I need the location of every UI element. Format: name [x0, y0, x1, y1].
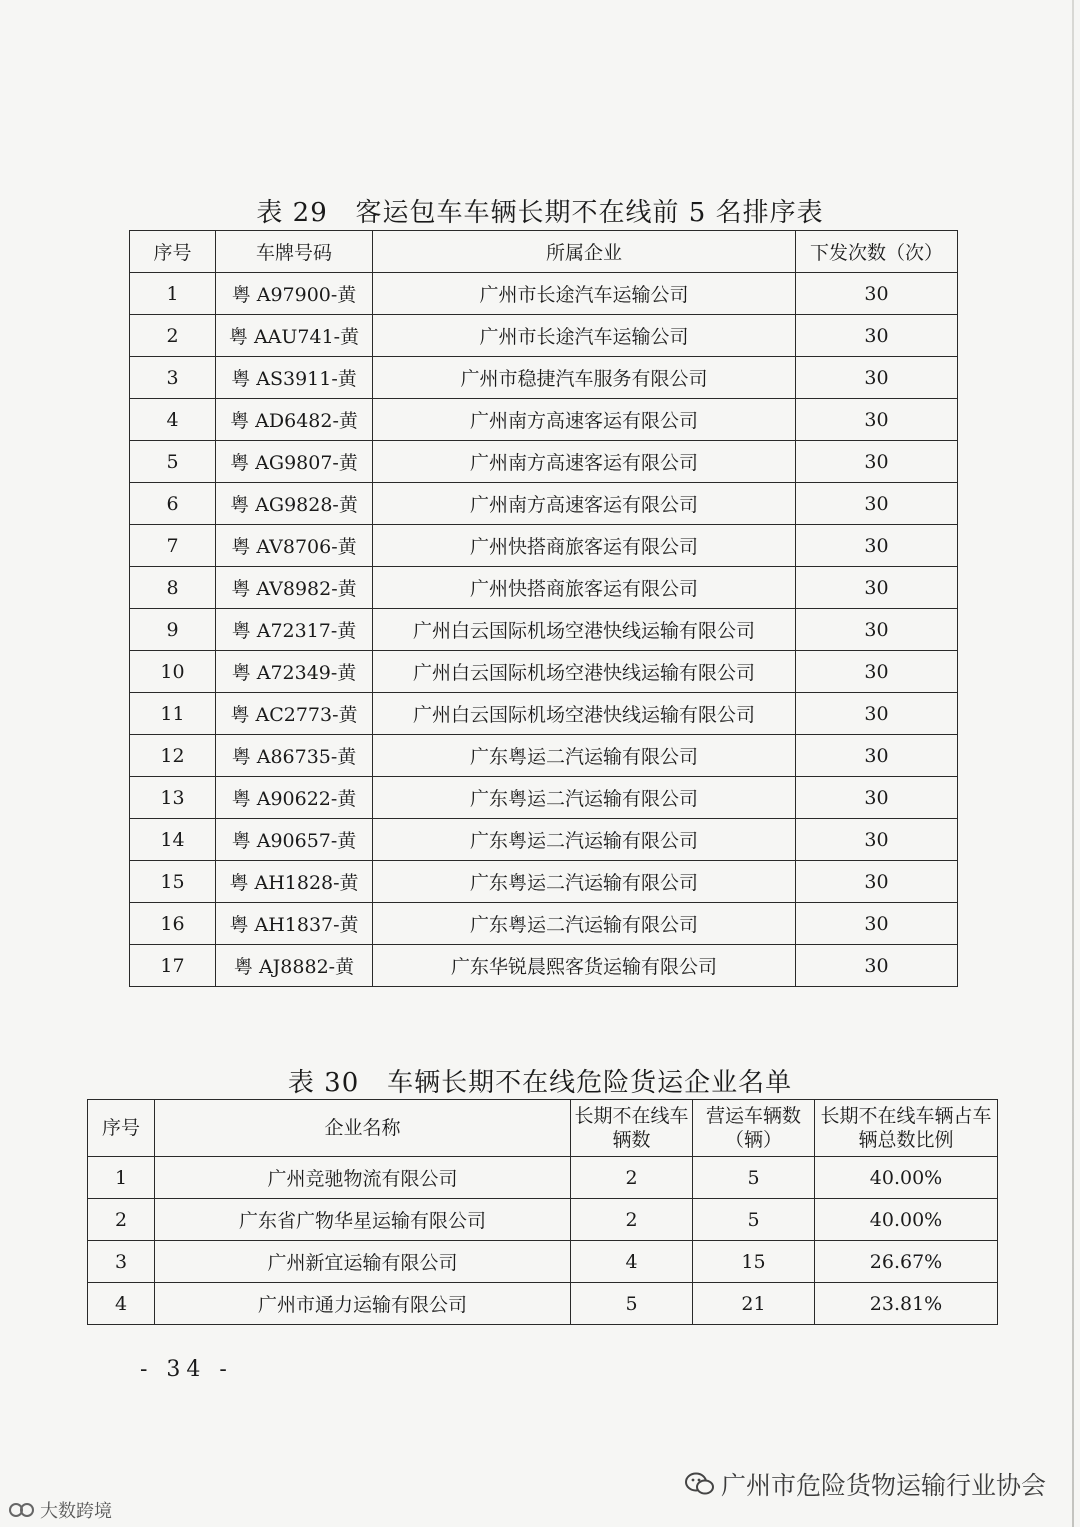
plate-number-cell: 粤 A72317-黄: [216, 609, 373, 651]
offline-ratio-cell: 40.00%: [815, 1199, 998, 1241]
vehicle-count-cell: 5: [693, 1157, 815, 1199]
dispatch-count-cell: 30: [796, 777, 958, 819]
plate-number-cell: 粤 AAU741-黄: [216, 315, 373, 357]
row-index-cell: 2: [88, 1199, 155, 1241]
table29-header-count: 下发次数（次）: [796, 231, 958, 273]
company-cell: 广州白云国际机场空港快线运输有限公司: [373, 693, 796, 735]
plate-number-cell: 粤 AV8982-黄: [216, 567, 373, 609]
table-row: [130, 357, 958, 399]
page-edge: [1072, 0, 1074, 1527]
table30-title: 表 30 车辆长期不在线危险货运企业名单: [287, 1068, 793, 1098]
dispatch-count-cell: 30: [796, 315, 958, 357]
row-index-cell: 8: [130, 567, 216, 609]
plate-number-cell: 粤 A97900-黄: [216, 273, 373, 315]
company-cell: 广东粤运二汽运输有限公司: [373, 777, 796, 819]
row-index-cell: 13: [130, 777, 216, 819]
company-cell: 广州市长途汽车运输公司: [373, 315, 796, 357]
row-index-cell: 14: [130, 819, 216, 861]
plate-number-cell: 粤 A86735-黄: [216, 735, 373, 777]
logo-icon: [8, 1501, 36, 1524]
table-row: [130, 945, 958, 987]
dispatch-count-cell: 30: [796, 357, 958, 399]
company-cell: 广州快搭商旅客运有限公司: [373, 525, 796, 567]
plate-number-cell: 粤 A90622-黄: [216, 777, 373, 819]
dispatch-count-cell: 30: [796, 567, 958, 609]
plate-number-cell: 粤 AS3911-黄: [216, 357, 373, 399]
company-cell: 广州市长途汽车运输公司: [373, 273, 796, 315]
row-index-cell: 7: [130, 525, 216, 567]
row-index-cell: 17: [130, 945, 216, 987]
plate-number-cell: 粤 AD6482-黄: [216, 399, 373, 441]
row-index-cell: 4: [88, 1283, 155, 1325]
company-cell: 广州南方高速客运有限公司: [373, 399, 796, 441]
row-index-cell: 5: [130, 441, 216, 483]
dispatch-count-cell: 30: [796, 735, 958, 777]
table29: [129, 230, 958, 987]
table-row: [130, 399, 958, 441]
row-index-cell: 10: [130, 651, 216, 693]
table-row: [130, 903, 958, 945]
table-row: [130, 525, 958, 567]
vehicle-count-cell: 5: [693, 1199, 815, 1241]
company-cell: 广东粤运二汽运输有限公司: [373, 819, 796, 861]
offline-ratio-cell: 26.67%: [815, 1241, 998, 1283]
table-row: [88, 1157, 998, 1199]
row-index-cell: 1: [88, 1157, 155, 1199]
table29-header-index: 序号: [130, 231, 216, 273]
vehicle-count-cell: 15: [693, 1241, 815, 1283]
company-cell: 广州市稳捷汽车服务有限公司: [373, 357, 796, 399]
company-cell: 广州南方高速客运有限公司: [373, 441, 796, 483]
plate-number-cell: 粤 AG9807-黄: [216, 441, 373, 483]
company-cell: 广州快搭商旅客运有限公司: [373, 567, 796, 609]
plate-number-cell: 粤 AH1837-黄: [216, 903, 373, 945]
plate-number-cell: 粤 AC2773-黄: [216, 693, 373, 735]
row-index-cell: 2: [130, 315, 216, 357]
offline-count-cell: 4: [571, 1241, 693, 1283]
table-row: [130, 567, 958, 609]
row-index-cell: 11: [130, 693, 216, 735]
company-cell: 广州白云国际机场空港快线运输有限公司: [373, 651, 796, 693]
table-row: [130, 441, 958, 483]
offline-ratio-cell: 40.00%: [815, 1157, 998, 1199]
company-cell: 广州白云国际机场空港快线运输有限公司: [373, 609, 796, 651]
company-cell: 广东粤运二汽运输有限公司: [373, 735, 796, 777]
table-row: [88, 1199, 998, 1241]
company-name-cell: 广东省广物华星运输有限公司: [155, 1199, 571, 1241]
row-index-cell: 15: [130, 861, 216, 903]
wechat-account-name: 广州市危险货物运输行业协会: [720, 1471, 1046, 1500]
row-index-cell: 3: [88, 1241, 155, 1283]
dispatch-count-cell: 30: [796, 693, 958, 735]
row-index-cell: 3: [130, 357, 216, 399]
dispatch-count-cell: 30: [796, 819, 958, 861]
wechat-watermark: [685, 1466, 1046, 1503]
plate-number-cell: 粤 AJ8882-黄: [216, 945, 373, 987]
table29-header-row: [130, 231, 958, 273]
table29-title: 表 29 客运包车车辆长期不在线前 5 名排序表: [256, 198, 824, 228]
table30-header-offline: 长期不在线车辆数: [571, 1100, 693, 1157]
row-index-cell: 12: [130, 735, 216, 777]
dispatch-count-cell: 30: [796, 609, 958, 651]
dispatch-count-cell: 30: [796, 945, 958, 987]
company-cell: 广东华锐晨熙客货运输有限公司: [373, 945, 796, 987]
table-row: [130, 777, 958, 819]
offline-count-cell: 2: [571, 1199, 693, 1241]
table29-header-company: 所属企业: [373, 231, 796, 273]
table29-header-plate: 车牌号码: [216, 231, 373, 273]
wechat-icon: [685, 1471, 715, 1503]
offline-count-cell: 2: [571, 1157, 693, 1199]
plate-number-cell: 粤 AV8706-黄: [216, 525, 373, 567]
dispatch-count-cell: 30: [796, 273, 958, 315]
row-index-cell: 9: [130, 609, 216, 651]
row-index-cell: 4: [130, 399, 216, 441]
table30-header-index: 序号: [88, 1100, 155, 1157]
table30-header-row: [88, 1100, 998, 1157]
dispatch-count-cell: 30: [796, 525, 958, 567]
dispatch-count-cell: 30: [796, 903, 958, 945]
site-watermark-text: 大数跨境: [40, 1501, 112, 1522]
table30: [87, 1099, 998, 1325]
plate-number-cell: 粤 AH1828-黄: [216, 861, 373, 903]
company-cell: 广东粤运二汽运输有限公司: [373, 903, 796, 945]
offline-count-cell: 5: [571, 1283, 693, 1325]
offline-ratio-cell: 23.81%: [815, 1283, 998, 1325]
vehicle-count-cell: 21: [693, 1283, 815, 1325]
table-row: [130, 483, 958, 525]
table-row: [130, 315, 958, 357]
company-name-cell: 广州市通力运输有限公司: [155, 1283, 571, 1325]
table-row: [130, 609, 958, 651]
table30-header-vehicles: 营运车辆数（辆）: [693, 1100, 815, 1157]
dispatch-count-cell: 30: [796, 861, 958, 903]
dispatch-count-cell: 30: [796, 651, 958, 693]
table30-header-ratio: 长期不在线车辆占车辆总数比例: [815, 1100, 998, 1157]
table-row: [130, 735, 958, 777]
table-row: [130, 861, 958, 903]
dispatch-count-cell: 30: [796, 483, 958, 525]
dispatch-count-cell: 30: [796, 399, 958, 441]
company-cell: 广东粤运二汽运输有限公司: [373, 861, 796, 903]
row-index-cell: 6: [130, 483, 216, 525]
table-row: [130, 819, 958, 861]
table30-header-company: 企业名称: [155, 1100, 571, 1157]
page-number: - 34 -: [140, 1357, 233, 1382]
company-name-cell: 广州新宜运输有限公司: [155, 1241, 571, 1283]
table-row: [88, 1241, 998, 1283]
company-cell: 广州南方高速客运有限公司: [373, 483, 796, 525]
site-watermark: [8, 1497, 112, 1524]
row-index-cell: 1: [130, 273, 216, 315]
table-row: [88, 1283, 998, 1325]
row-index-cell: 16: [130, 903, 216, 945]
plate-number-cell: 粤 AG9828-黄: [216, 483, 373, 525]
dispatch-count-cell: 30: [796, 441, 958, 483]
table-row: [130, 651, 958, 693]
table-row: [130, 693, 958, 735]
plate-number-cell: 粤 A90657-黄: [216, 819, 373, 861]
table-row: [130, 273, 958, 315]
plate-number-cell: 粤 A72349-黄: [216, 651, 373, 693]
company-name-cell: 广州竞驰物流有限公司: [155, 1157, 571, 1199]
